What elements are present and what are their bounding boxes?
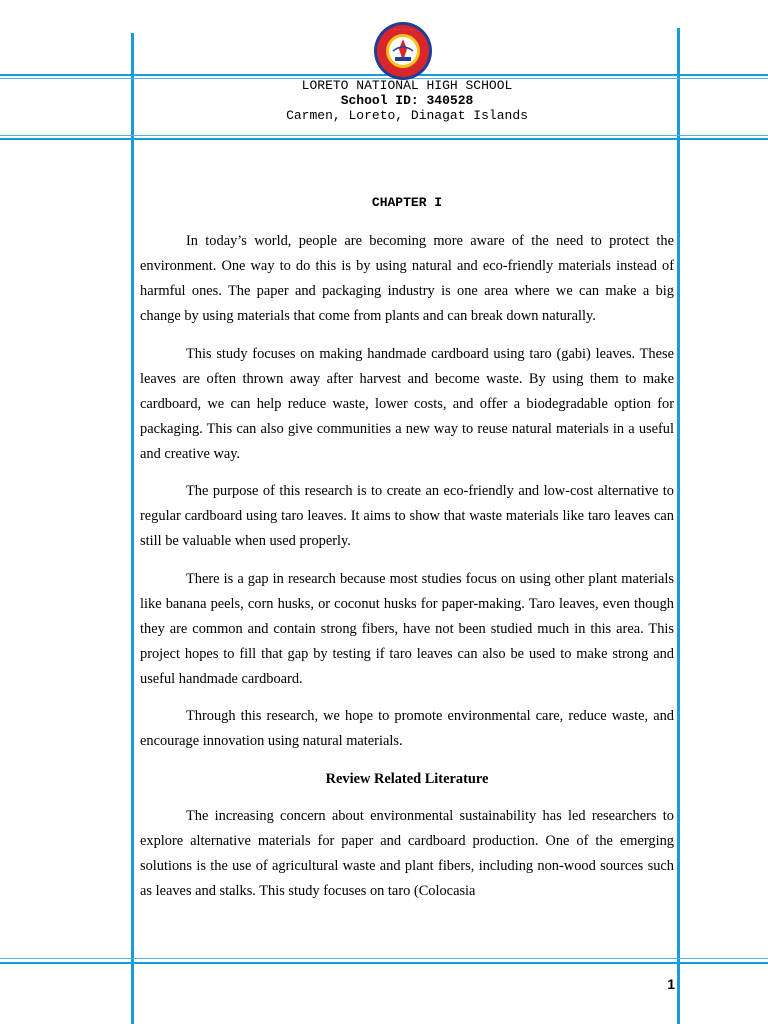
school-name: LORETO NATIONAL HIGH SCHOOL (301, 78, 513, 93)
paragraph: The purpose of this research is to create an eco-friendly and low-cost alternative to regular cardboard using taro leaves. It aims to show that waste materials like taro leaves can still be valuable when used properly. (140, 483, 674, 549)
paragraph: This study focuses on making handmade cardboard using taro (gabi) leaves. These leaves are often thrown away after harvest and become waste. By using them to make cardboard, we can help reduce waste, lower costs, and offer a biodegradable option for packaging. This can also give communities a new way to reuse natural materials in a useful and creative way. (140, 345, 674, 462)
paragraph: Through this research, we hope to promote environmental care, reduce waste, and encourage innovation using natural materials. (140, 708, 674, 749)
school-address: Carmen, Loreto, Dinagat Islands (286, 108, 528, 123)
header-bottom-line-2 (0, 138, 768, 140)
school-header (140, 78, 674, 123)
footer-top-line-2 (0, 962, 768, 964)
chapter-title: CHAPTER I (371, 195, 443, 210)
paragraph: There is a gap in research because most studies focus on using other plant materials like banana peels, corn husks, or coconut husks for paper-making. Taro leaves, even though they are common and contain strong fibers, have not been studied much in this area. This project hopes to fill that gap by testing if taro leaves can also be used to make strong and useful handmade cardboard. (140, 570, 674, 687)
document-body (140, 229, 674, 917)
paragraph: The increasing concern about environmental sustainability has led researchers to explore alternative materials for paper and cardboard production. One of the emerging solutions is the use of agricultural waste and plant fibers, including non-wood sources such as leaves and stalks. This study focuses on taro (Colocasia (140, 808, 674, 899)
footer-top-line (0, 958, 768, 959)
paragraph: In today’s world, people are becoming more aware of the need to protect the environment. One way to do this is by using natural and eco-friendly materials instead of harmful ones. The paper and packaging industry is one area where we can make a big change by using materials that come from plants and can break down naturally. (140, 233, 674, 324)
section-heading: Review Related Literature (325, 770, 489, 787)
header-bottom-line (0, 135, 768, 136)
page-number: 1 (667, 976, 675, 992)
school-id: School ID: 340528 (340, 93, 474, 108)
svg-text:· · · · · · · ·: · · · · · · · · (393, 27, 413, 32)
school-seal-logo (373, 21, 433, 81)
right-margin-line (677, 28, 680, 1024)
left-margin-line (131, 33, 134, 1024)
